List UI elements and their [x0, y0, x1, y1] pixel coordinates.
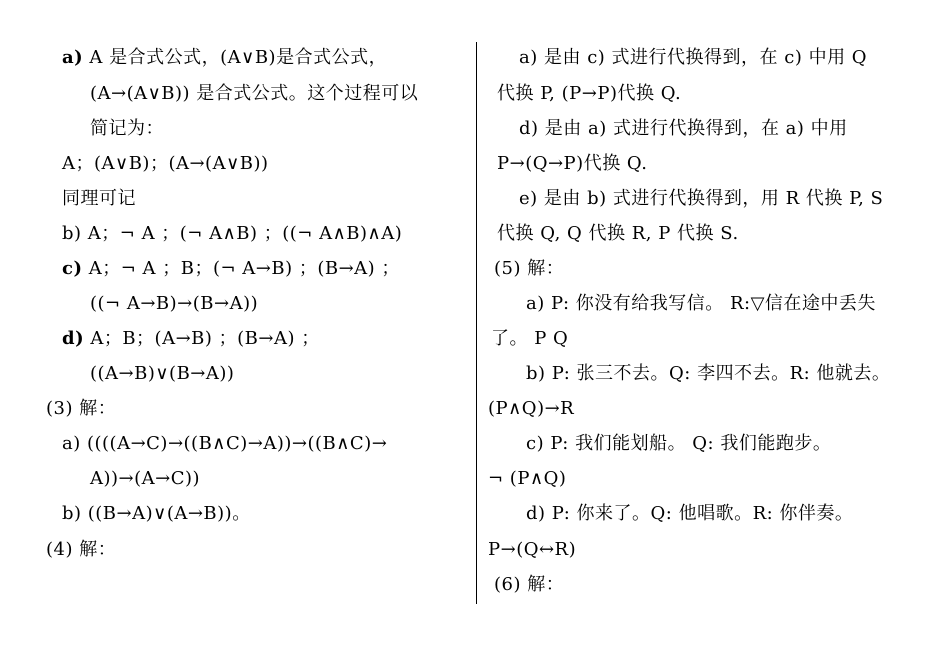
- right-line-2: 代换 P, (P→P)代换 Q.: [497, 83, 682, 104]
- right-line-3: d) 是由 a) 式进行代换得到，在 a) 中用: [519, 118, 848, 139]
- left-line-8: ((¬ A→B)→(B→A)): [90, 293, 259, 314]
- left-line-12: a) ((((A→C)→((B∧C)→A))→((B∧C)→: [62, 433, 388, 454]
- left-line-13: A))→(A→C)): [90, 468, 201, 489]
- right-line-11: (P∧Q)→R: [488, 398, 575, 419]
- left-line-2: (A→(A∨B)) 是合式公式。这个过程可以: [90, 83, 419, 104]
- right-line-13: ¬ (P∧Q): [488, 468, 567, 489]
- item-marker: a): [62, 47, 84, 68]
- right-line-5: e) 是由 b) 式进行代换得到，用 R 代换 P, S: [519, 188, 884, 209]
- item-marker: d): [62, 328, 85, 349]
- right-line-12: c) P: 我们能划船。 Q: 我们能跑步。: [526, 433, 832, 454]
- left-line-5: 同理可记: [62, 188, 136, 209]
- right-line-9: 了。 P Q: [491, 328, 569, 349]
- right-line-15: P→(Q↔R): [488, 539, 577, 560]
- right-line-7: (5) 解：: [494, 258, 565, 279]
- right-line-10: b) P: 张三不去。Q: 李四不去。R: 他就去。: [526, 363, 891, 384]
- right-line-1: a) 是由 c) 式进行代换得到，在 c) 中用 Q: [519, 47, 868, 68]
- left-line-15: (4) 解：: [46, 539, 117, 560]
- column-divider: [476, 42, 477, 604]
- left-line-14: b) ((B→A)∨(A→B))。: [62, 503, 251, 524]
- left-line-6: b) A；¬ A ；(¬ A∧B) ；((¬ A∧B)∧A): [62, 223, 403, 244]
- right-line-6: 代换 Q, Q 代换 R, P 代换 S.: [497, 223, 739, 244]
- item-marker: c): [62, 258, 83, 279]
- left-line-4: A；(A∨B)；(A→(A∨B)): [62, 153, 269, 174]
- left-line-9: d) A；B；(A→B) ；(B→A) ；: [62, 328, 320, 349]
- left-line-7: c) A；¬ A ；B；(¬ A→B) ；(B→A) ；: [62, 258, 400, 279]
- left-line-10: ((A→B)∨(B→A)): [90, 363, 235, 384]
- left-line-11: (3) 解：: [46, 398, 117, 419]
- left-line-3: 简记为：: [90, 118, 164, 139]
- right-line-16: (6) 解：: [494, 574, 565, 595]
- left-line-1: a) A 是合式公式，(A∨B)是合式公式，: [62, 47, 388, 68]
- right-line-4: P→(Q→P)代换 Q.: [497, 153, 648, 174]
- right-line-8: a) P: 你没有给我写信。 R:▽信在途中丢失: [526, 293, 876, 314]
- right-line-14: d) P: 你来了。Q: 他唱歌。R: 你伴奏。: [526, 503, 854, 524]
